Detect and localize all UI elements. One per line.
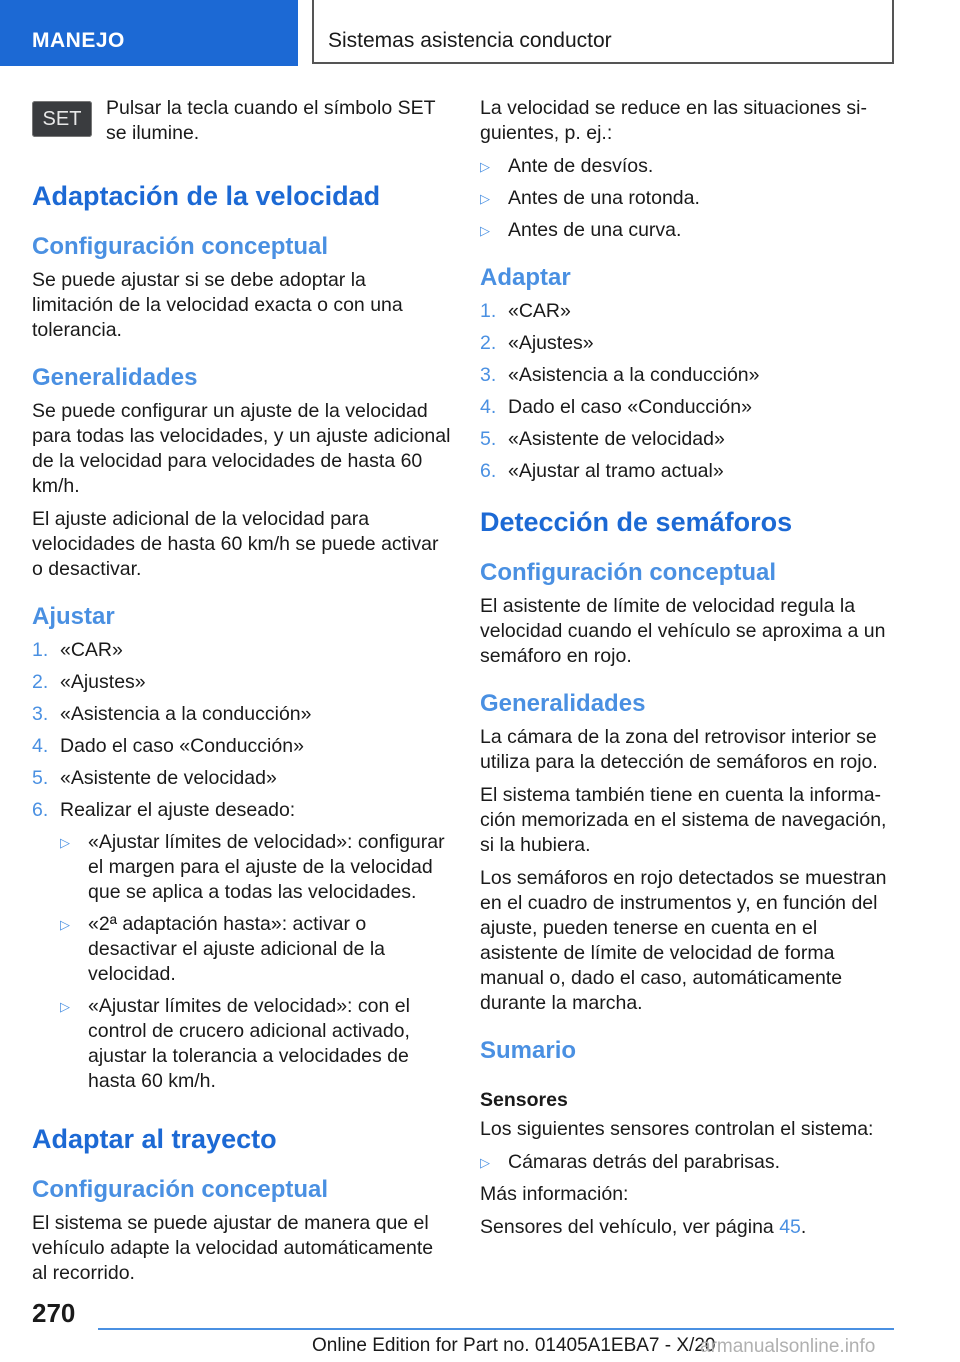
step-number: 2.: [480, 332, 497, 354]
step-number: 1.: [480, 300, 497, 322]
list-item: [32, 734, 452, 759]
heading-concept: Configuración conceptual: [480, 559, 777, 586]
list-item: [480, 459, 900, 484]
list-item: [32, 766, 452, 791]
triangle-bullet-icon: ▷: [60, 999, 70, 1014]
triangle-bullet-icon: ▷: [60, 835, 70, 850]
heading-route-concept: Configuración conceptual: [32, 1176, 329, 1203]
heading-general: Generalidades: [32, 364, 198, 391]
watermark: armanualsonline.info: [700, 1336, 876, 1357]
step-number: 5.: [480, 428, 497, 450]
set-button-icon: SET: [32, 101, 92, 137]
heading-speed-adaptation: Adaptación de la velocidad: [32, 181, 381, 211]
paragraph-route: El sistema se puede ajustar de manera que el vehículo adapte la velocidad automáticamente al recorrido.: [32, 1212, 434, 1284]
list-item: [480, 186, 900, 211]
list-item: [32, 702, 452, 727]
page-footer: [0, 1290, 960, 1362]
footer-divider: [98, 1328, 894, 1330]
adapt-steps: [480, 299, 900, 484]
bullet-text: «Ajustar límites de velocidad»: con el control de crucero adicional activado, ajustar la tolerancia a velocidades de hasta 60 km/h.: [88, 995, 410, 1092]
paragraph-concept: El asistente de límite de velocidad regula la velocidad cuando el vehículo se aproxima a un semáforo en rojo.: [480, 595, 886, 667]
reference-end: .: [800, 1216, 807, 1238]
list-item: [60, 994, 452, 1094]
paragraph-general-2: El sistema también tiene en cuenta la información memorizada en el sistema de navegación, si la hubiera.: [480, 784, 887, 856]
list-item: [480, 218, 900, 243]
heading-concept: Configuración conceptual: [32, 233, 329, 260]
page-number: 270: [32, 1298, 76, 1328]
step-text: «Asistente de velocidad»: [508, 428, 725, 450]
step-number: 6.: [32, 799, 49, 821]
edition-text: Online Edition for Part no. 01405A1EBA7 - X/20: [312, 1335, 716, 1356]
heading-traffic-lights: Detección de semáforos: [480, 507, 793, 537]
list-item: [480, 363, 900, 388]
triangle-bullet-icon: ▷: [60, 917, 70, 932]
bullet-text: «Ajustar límites de velocidad»: configurar el margen para el ajuste de la velocidad que se aplica a todas las velocidades.: [88, 831, 445, 903]
situation-bullets: [480, 154, 900, 243]
paragraph-reduce: La velocidad se reduce en las situaciones siguientes, p. ej.:: [480, 97, 867, 144]
list-item: [32, 798, 452, 1101]
adjust-steps: [32, 638, 452, 1101]
set-text: Pulsar la tecla cuando el símbolo SET se ilumine.: [106, 97, 436, 144]
heading-adapt: Adaptar: [480, 264, 571, 291]
sensor-bullets: [480, 1150, 900, 1175]
heading-adapt-route: Adaptar al trayecto: [32, 1124, 277, 1154]
paragraph-more-info: Más información:: [480, 1183, 629, 1205]
step-number: 3.: [480, 364, 497, 386]
step-number: 4.: [480, 396, 497, 418]
list-item: [480, 299, 900, 324]
step-text: «Ajustar al tramo actual»: [508, 460, 724, 482]
list-item: [60, 912, 452, 987]
step-number: 5.: [32, 767, 49, 789]
bullet-text: Ante de desvíos.: [508, 155, 654, 177]
list-item: [32, 638, 452, 663]
list-item: [480, 395, 900, 420]
bullet-text: Antes de una rotonda.: [508, 187, 700, 209]
list-item: [480, 331, 900, 356]
step-number: 6.: [480, 460, 497, 482]
list-item: [480, 1150, 900, 1175]
step-number: 3.: [32, 703, 49, 725]
section-tab: MANEJO: [0, 0, 298, 66]
paragraph-concept: Se puede ajustar si se debe adoptar la limitación de la velocidad exacta o con una tolerancia.: [32, 269, 403, 341]
list-item: [60, 830, 452, 905]
list-item: [480, 427, 900, 452]
step-text: «Asistencia a la conducción»: [508, 364, 760, 386]
sub-bullets: [60, 830, 452, 1094]
step-text: «Ajustes»: [60, 671, 146, 693]
triangle-bullet-icon: ▷: [480, 1155, 490, 1170]
page-header: [0, 0, 960, 66]
paragraph-general-2: El ajuste adicional de la velocidad para velocidades de hasta 60 km/h se puede activar o desactivar.: [32, 508, 439, 580]
left-column: [32, 97, 452, 1294]
page-link[interactable]: 45: [779, 1216, 801, 1238]
paragraph-general-1: La cámara de la zona del retrovisor interior se utiliza para la detección de semáforos en rojo.: [480, 726, 878, 773]
heading-summary: Sumario: [480, 1037, 577, 1064]
heading-sensors: Sensores: [480, 1089, 568, 1111]
reference-text: Sensores del vehículo, ver página: [480, 1216, 780, 1238]
step-text: «CAR»: [508, 300, 571, 322]
bullet-text: Cámaras detrás del parabrisas.: [508, 1151, 781, 1173]
step-text: «Asistencia a la conducción»: [60, 703, 312, 725]
set-instruction: [32, 97, 452, 154]
right-column: [480, 97, 900, 1248]
step-text: Dado el caso «Conducción»: [60, 735, 304, 757]
step-text: «Ajustes»: [508, 332, 594, 354]
step-number: 2.: [32, 671, 49, 693]
step-number: 4.: [32, 735, 49, 757]
list-item: [32, 670, 452, 695]
heading-general: Generalidades: [480, 690, 646, 717]
paragraph-sensors: Los siguientes sensores controlan el sistema:: [480, 1118, 874, 1140]
step-text: Dado el caso «Conducción»: [508, 396, 752, 418]
triangle-bullet-icon: ▷: [480, 159, 490, 174]
paragraph-general-3: Los semáforos en rojo detectados se muestran en el cuadro de instrumentos y, en función del ajuste, pueden tenerse en cuenta en el asistente de límite de velocidad de forma manual o, dado el caso, automáticamente durante la marcha.: [480, 867, 887, 1014]
heading-adjust: Ajustar: [32, 603, 115, 630]
list-item: [480, 154, 900, 179]
step-text: «Asistente de velocidad»: [60, 767, 277, 789]
bullet-text: «2ª adaptación hasta»: activar o desactivar el ajuste adicional de la velocidad.: [88, 913, 386, 985]
triangle-bullet-icon: ▷: [480, 223, 490, 238]
paragraph-reference: [480, 1215, 900, 1240]
bullet-text: Antes de una curva.: [508, 219, 682, 241]
chapter-title: Sistemas asistencia conductor: [312, 0, 894, 64]
triangle-bullet-icon: ▷: [480, 191, 490, 206]
step-text: «CAR»: [60, 639, 123, 661]
step-number: 1.: [32, 639, 49, 661]
step-text: Realizar el ajuste deseado:: [60, 799, 296, 821]
paragraph-general-1: Se puede configurar un ajuste de la velocidad para todas las velocidades, y un ajuste adicional de la velocidad para velocidades de hasta 60 km/h.: [32, 400, 451, 497]
